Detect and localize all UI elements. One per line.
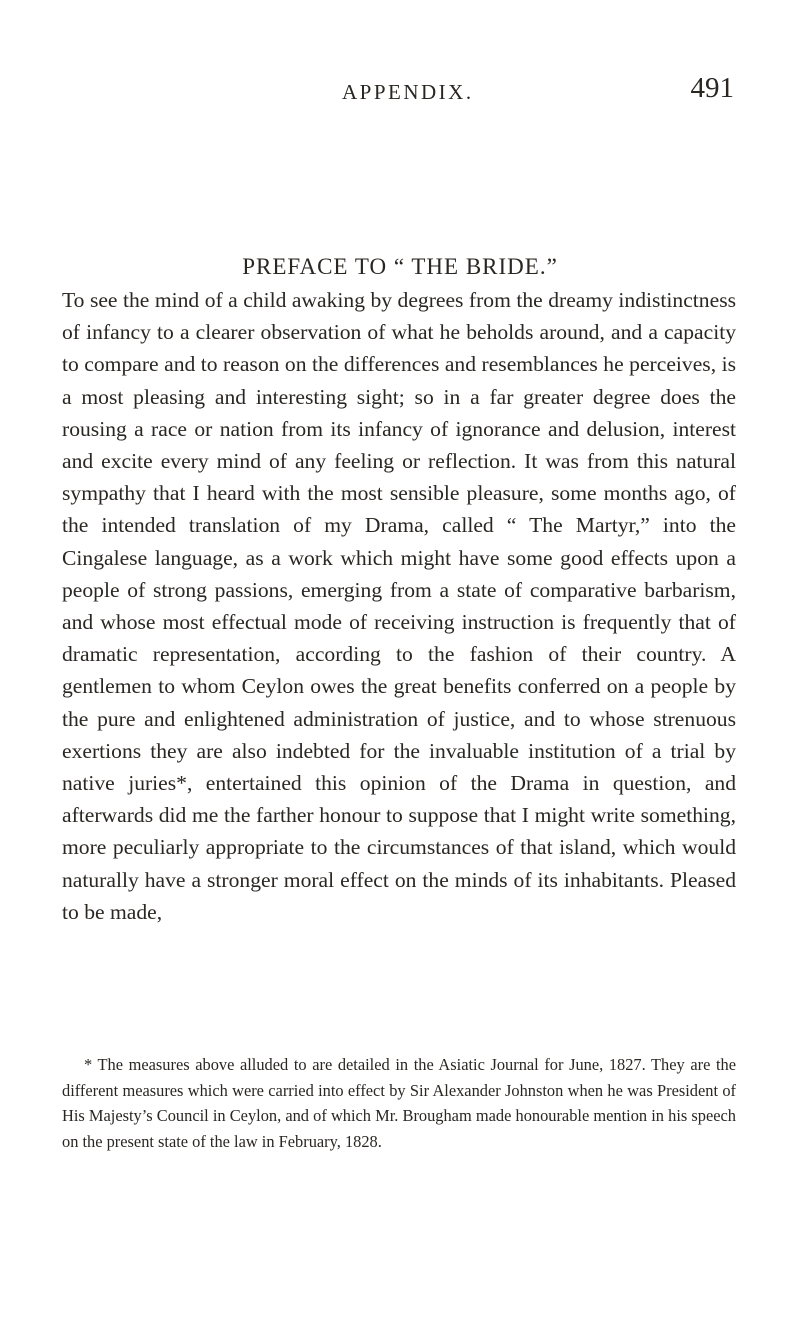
- section-title: PREFACE TO “ THE BRIDE.”: [242, 254, 558, 279]
- footnote: * The measures above alluded to are detailed in the Asiatic Journal for June, 1827. They are the different measures which were carried into effect by Sir Alexander Johnston when he was President of His Majesty’s Council in Ceylon, and of which Mr. Brougham made honourable mention in his speech on the present state of the law in February, 1828.: [62, 1055, 736, 1151]
- running-head: [60, 72, 740, 116]
- body-paragraph: To see the mind of a child awaking by degrees from the dreamy indistinctness of infancy to a clearer observation of what he beholds around, and a capacity to compare and to reason on the differences and resemblances he perceives, is a most pleasing and interesting sight; so in a far greater degree does the rousing a race or nation from its infancy of ignorance and delusion, interest and excite every mind of any feeling or reflection. It was from this natural sympathy that I heard with the most sensible pleasure, some months ago, of the intended translation of my Drama, called “ The Martyr,” into the Cingalese language, as a work which might have some good effects upon a people of strong passions, emerging from a state of comparative barbarism, and whose most effectual mode of receiving instruction is frequently that of dramatic representation, according to the fashion of their country. A gentlemen to whom Ceylon owes the great benefits conferred on a people by the pure and enlightened administration of justice, and to whose strenuous exertions they are also indebted for the invaluable institution of a trial by native juries*, entertained this opinion of the Drama in question, and afterwards did me the farther honour to suppose that I might write something, more peculiarly appropriate to the circumstances of that island, which would naturally have a stronger moral effect on the minds of its inhabitants. Pleased to be made,: [62, 288, 736, 924]
- running-title: APPENDIX.: [342, 80, 474, 104]
- page-number: 491: [690, 72, 734, 104]
